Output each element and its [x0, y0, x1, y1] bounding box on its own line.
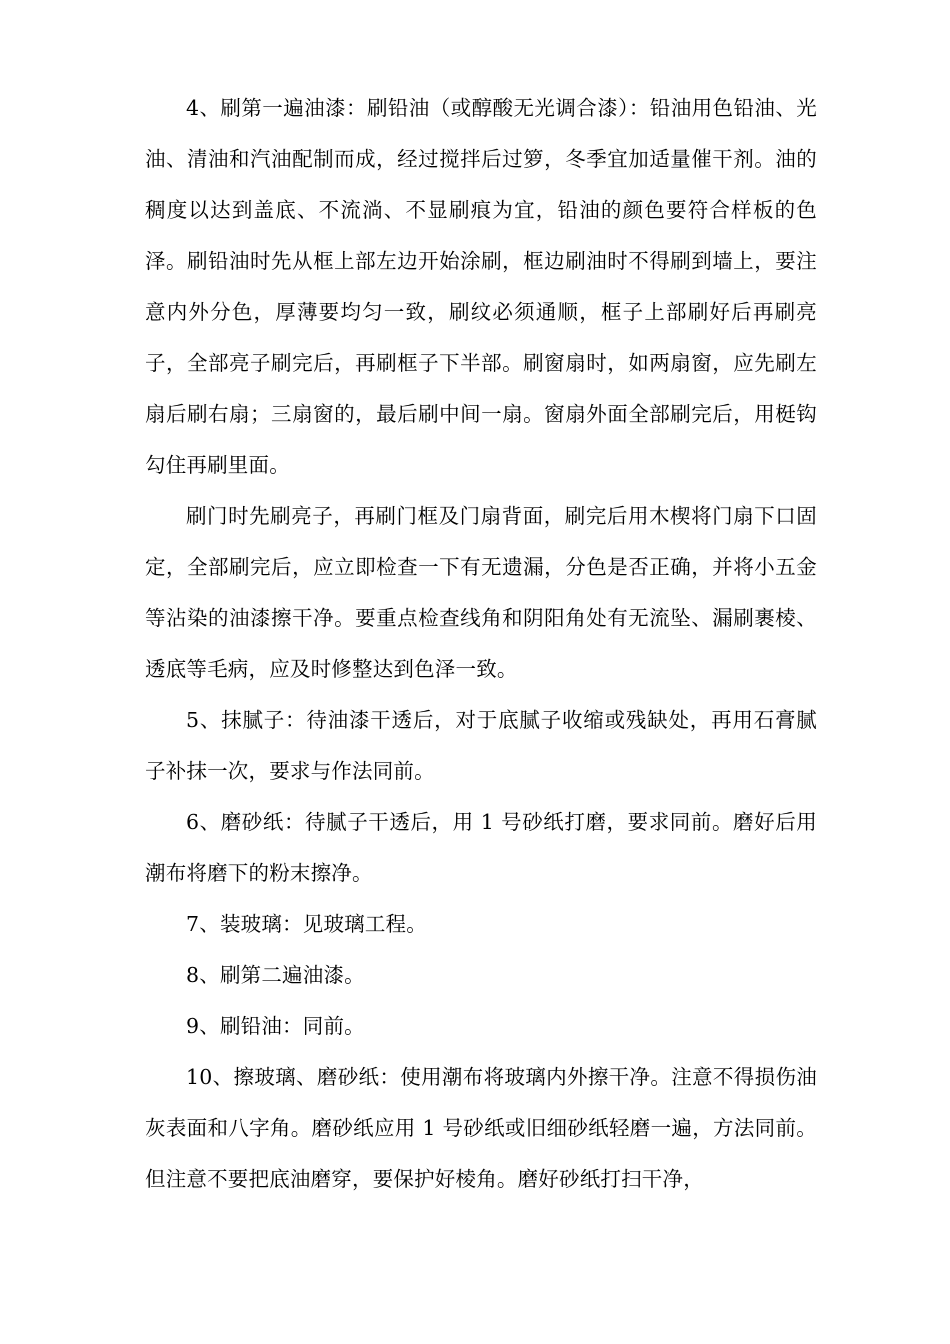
paragraph-step-7: 7、装玻璃：见玻璃工程。 — [186, 912, 427, 936]
paragraph-step-6: 6、磨砂纸：待腻子干透后，用 1 号砂纸打磨，要求同前。磨好后用潮布将磨下的粉末擦净。 — [145, 810, 817, 885]
paragraph-step-8: 8、刷第二遍油漆。 — [186, 963, 365, 987]
paragraph-step-4: 4、刷第一遍油漆：刷铅油（或醇酸无光调合漆）：铅油用色铅油、光油、清油和汽油配制而成，经过搅拌后过箩，冬季宜加适量催干剂。油的稠度以达到盖底、不流淌、不显刷痕为宜，铅油的颜色要符合样板的色泽。刷铅油时先从框上部左边开始涂刷，框边刷油时不得刷到墙上，要注意内外分色，厚薄要均匀一致，刷纹必须通顺，框子上部刷好后再刷亮子，全部亮子刷完后，再刷框子下半部。刷窗扇时，如两扇窗，应先刷左扇后刷右扇；三扇窗的，最后刷中间一扇。窗扇外面全部刷完后，用梃钩勾住再刷里面。 — [145, 96, 817, 477]
paragraph-step-5: 5、抹腻子：待油漆干透后，对于底腻子收缩或残缺处，再用石膏腻子补抹一次，要求与作法同前。 — [145, 708, 817, 783]
paragraph-door-painting: 刷门时先刷亮子，再刷门框及门扇背面，刷完后用木楔将门扇下口固定，全部刷完后，应立即检查一下有无遗漏，分色是否正确，并将小五金等沾染的油漆擦干净。要重点检查线角和阴阳角处有无流坠、漏刷裹棱、透底等毛病，应及时修整达到色泽一致。 — [145, 504, 817, 681]
document-body — [145, 83, 817, 1205]
paragraph-step-10: 10、擦玻璃、磨砂纸：使用潮布将玻璃内外擦干净。注意不得损伤油灰表面和八字角。磨砂纸应用 1 号砂纸或旧细砂纸轻磨一遍，方法同前。但注意不要把底油磨穿，要保护好棱角。磨好砂纸打扫干净， — [145, 1065, 817, 1191]
paragraph-step-9: 9、刷铅油：同前。 — [186, 1014, 365, 1038]
